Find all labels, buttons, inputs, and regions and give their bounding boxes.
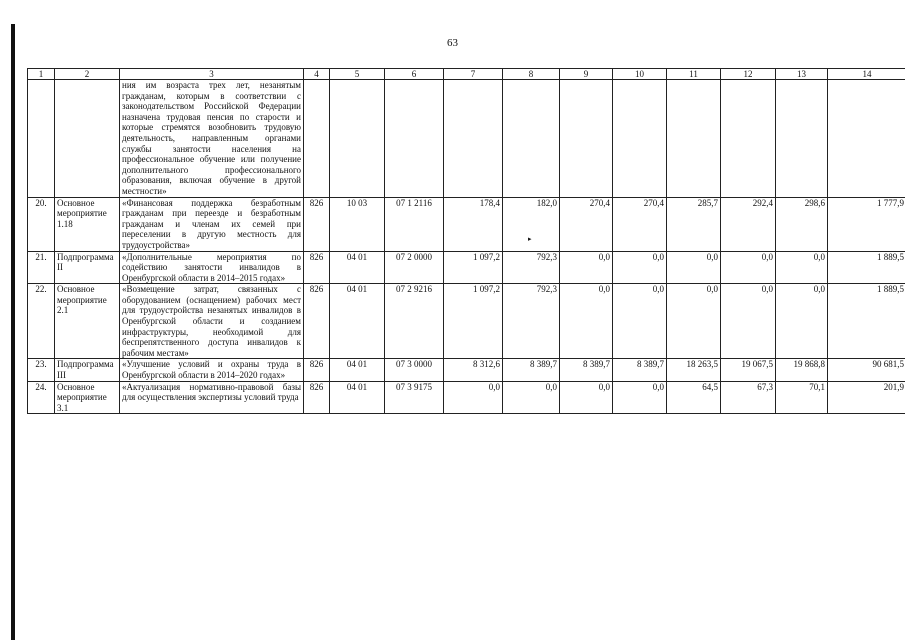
cell-total: 1 777,9 <box>828 197 905 251</box>
cell-value: 178,4 <box>444 197 503 251</box>
table-row <box>28 284 905 359</box>
table-row <box>28 251 905 284</box>
table-row <box>28 381 905 414</box>
cell-value: 0,0 <box>613 284 667 359</box>
cell-value: 70,1 <box>776 381 828 414</box>
row-type: Основное мероприятие 3.1 <box>55 381 120 414</box>
row-type: Основное мероприятие 1.18 <box>55 197 120 251</box>
cell-rzpr: 10 03 <box>330 197 385 251</box>
cell-total: 201,9 <box>828 381 905 414</box>
row-name: ния им возраста трех лет, незанятым гражданам, которым в соответствии с законодательством Российской Федерации назначена трудовая пенсия по старости и которые стремятся возобновить трудовую деятельность, направленным органами службы занятости населения на профессиональное обучение или получение дополнительного профессионального образования, включая обучение в другой местности» <box>120 80 304 198</box>
cell-value: 298,6 <box>776 197 828 251</box>
row-name: «Актуализация нормативно-правовой базы для осуществления экспертизы условий труда <box>120 381 304 414</box>
cell-csr: 07 1 2116 <box>385 197 444 251</box>
cell-value: 8 389,7 <box>613 359 667 381</box>
column-header: 6 <box>385 69 444 80</box>
cell-grbs: 826 <box>304 284 330 359</box>
row-number: 20. <box>28 197 55 251</box>
cell-value: 0,0 <box>721 251 776 284</box>
cell-rzpr: 04 01 <box>330 381 385 414</box>
cell-total: 90 681,5 <box>828 359 905 381</box>
cell-value: 0,0 <box>667 284 721 359</box>
cell-value: 1 097,2 <box>444 284 503 359</box>
row-number: 23. <box>28 359 55 381</box>
row-number: 21. <box>28 251 55 284</box>
row-type: Основное мероприятие 2.1 <box>55 284 120 359</box>
cell-grbs: 826 <box>304 381 330 414</box>
cell-value: 792,3 <box>503 251 560 284</box>
column-header: 5 <box>330 69 385 80</box>
row-number: 24. <box>28 381 55 414</box>
row-type: Подпрограмма II <box>55 251 120 284</box>
cell-value: 0,0 <box>667 251 721 284</box>
cell-value: 0,0 <box>776 251 828 284</box>
cell-grbs: 826 <box>304 197 330 251</box>
cell-value: 292,4 <box>721 197 776 251</box>
cell-csr: 07 3 0000 <box>385 359 444 381</box>
row-number: 22. <box>28 284 55 359</box>
cell-value: 0,0 <box>613 381 667 414</box>
cell-value: 0,0 <box>560 251 613 284</box>
column-header: 9 <box>560 69 613 80</box>
cell-csr: 07 2 0000 <box>385 251 444 284</box>
table-row <box>28 197 905 251</box>
column-header: 14 <box>828 69 905 80</box>
cell-value: 8 389,7 <box>560 359 613 381</box>
row-name: «Улучшение условий и охраны труда в Оренбургской области в 2014–2020 годах» <box>120 359 304 381</box>
column-header: 10 <box>613 69 667 80</box>
table-row-continuation <box>28 80 905 198</box>
cell-total: 1 889,5 <box>828 251 905 284</box>
cell-value: 285,7 <box>667 197 721 251</box>
column-header: 3 <box>120 69 304 80</box>
cell-value: 19 067,5 <box>721 359 776 381</box>
cell-grbs: 826 <box>304 359 330 381</box>
page-number: 63 <box>447 37 458 49</box>
column-header: 12 <box>721 69 776 80</box>
cell-value: 8 389,7 <box>503 359 560 381</box>
column-header: 2 <box>55 69 120 80</box>
column-header: 1 <box>28 69 55 80</box>
cell-value: 270,4 <box>613 197 667 251</box>
cell-value: 0,0 <box>560 284 613 359</box>
cell-value: 0,0 <box>503 381 560 414</box>
cell-value: 19 868,8 <box>776 359 828 381</box>
column-header: 11 <box>667 69 721 80</box>
column-number-row <box>28 69 905 80</box>
cell-rzpr: 04 01 <box>330 284 385 359</box>
column-header: 8 <box>503 69 560 80</box>
cell-value: 64,5 <box>667 381 721 414</box>
cell-value: 270,4 <box>560 197 613 251</box>
cell-value: 182,0 <box>503 197 560 251</box>
cell-value: 0,0 <box>776 284 828 359</box>
row-name: «Возмещение затрат, связанных с оборудованием (оснащением) рабочих мест для трудоустройства незанятых инвалидов в Оренбургской области и созданием инфраструктуры, необходимой для беспрепятственного доступа инвалидов к рабочим местам» <box>120 284 304 359</box>
cell-rzpr: 04 01 <box>330 251 385 284</box>
cell-value: 792,3 <box>503 284 560 359</box>
column-header: 13 <box>776 69 828 80</box>
cell-csr: 07 3 9175 <box>385 381 444 414</box>
cell-value: 0,0 <box>721 284 776 359</box>
row-type: Подпрограмма III <box>55 359 120 381</box>
column-header: 4 <box>304 69 330 80</box>
table-row <box>28 359 905 381</box>
cell-value: 0,0 <box>560 381 613 414</box>
cell-value: 18 263,5 <box>667 359 721 381</box>
cell-total: 1 889,5 <box>828 284 905 359</box>
cell-value: 8 312,6 <box>444 359 503 381</box>
cell-value: 0,0 <box>444 381 503 414</box>
cell-value: 67,3 <box>721 381 776 414</box>
cell-value: 1 097,2 <box>444 251 503 284</box>
left-margin-bar <box>11 24 15 640</box>
row-name: «Финансовая поддержка безработным гражданам при переезде и безработным гражданам и членам их семей при переселении в другую местность для трудоустройства» <box>120 197 304 251</box>
program-table <box>27 68 905 414</box>
row-name: «Дополнительные мероприятия по содействию занятости инвалидов в Оренбургской области в 2014–2015 годах» <box>120 251 304 284</box>
cell-csr: 07 2 9216 <box>385 284 444 359</box>
cell-grbs: 826 <box>304 251 330 284</box>
cell-value: 0,0 <box>613 251 667 284</box>
cell-rzpr: 04 01 <box>330 359 385 381</box>
stray-mark: ▸ <box>528 235 532 243</box>
column-header: 7 <box>444 69 503 80</box>
